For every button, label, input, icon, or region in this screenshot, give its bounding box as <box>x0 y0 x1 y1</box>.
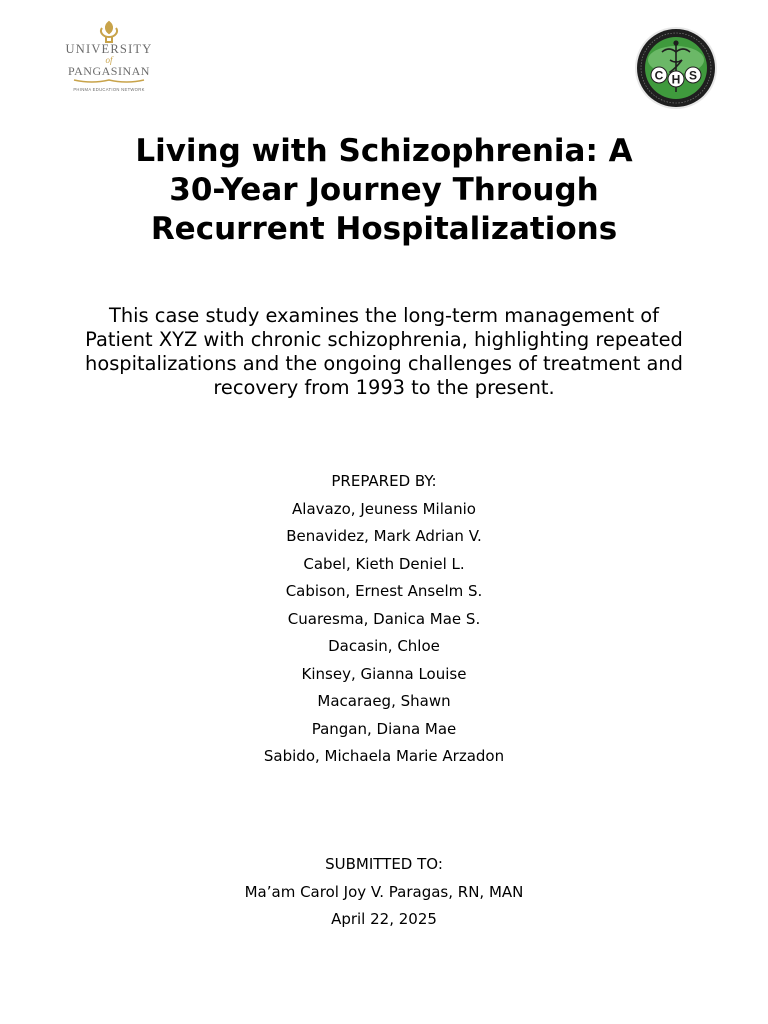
title-line-2: 30-Year Journey Through <box>169 172 599 208</box>
prepared-by-section <box>84 468 684 771</box>
author-name: Benavidez, Mark Adrian V. <box>286 527 482 545</box>
title-line-1: Living with Schizophrenia: A <box>135 133 633 169</box>
title-line-3: Recurrent Hospitalizations <box>150 211 618 247</box>
logo-university-text: UNIVERSITY <box>65 42 153 56</box>
university-of-pangasinan-logo <box>62 18 156 96</box>
abstract-paragraph <box>50 304 718 400</box>
author-name: Cabison, Ernest Anselm S. <box>285 582 483 600</box>
author-name: Macaraeg, Shawn <box>317 692 451 710</box>
document-title <box>60 132 708 249</box>
seal-letter-h: H <box>671 72 681 87</box>
logo-pangasinan-text: PANGASINAN <box>68 64 150 78</box>
submission-date: April 22, 2025 <box>331 910 437 928</box>
author-name: Alavazo, Jeuness Milanio <box>292 499 476 518</box>
abstract-line-4: recovery from 1993 to the present. <box>213 376 555 399</box>
college-of-health-sciences-seal <box>632 26 720 110</box>
submitted-to-section <box>84 851 684 934</box>
abstract-line-3: hospitalizations and the ongoing challenges of treatment and <box>85 352 683 375</box>
author-name: Kinsey, Gianna Louise <box>301 664 467 683</box>
prepared-by-heading: PREPARED BY: <box>331 472 437 490</box>
author-name: Dacasin, Chloe <box>328 637 440 655</box>
logo-tagline-text: PHINMA EDUCATION NETWORK <box>73 87 145 92</box>
abstract-line-1: This case study examines the long-term management of <box>109 304 659 327</box>
logo-of-text: of <box>105 55 113 65</box>
author-name: Cabel, Kieth Deniel L. <box>303 554 465 573</box>
abstract-line-2: Patient XYZ with chronic schizophrenia, highlighting repeated <box>85 328 683 351</box>
author-name: Pangan, Diana Mae <box>311 719 457 738</box>
submitted-to-heading: SUBMITTED TO: <box>325 855 443 873</box>
seal-letter-s: S <box>688 68 698 83</box>
author-name: Sabido, Michaela Marie Arzadon <box>263 747 505 765</box>
instructor-name: Ma’am Carol Joy V. Paragas, RN, MAN <box>244 882 524 901</box>
seal-letter-c: C <box>654 68 664 83</box>
author-name: Cuaresma, Danica Mae S. <box>287 609 481 628</box>
